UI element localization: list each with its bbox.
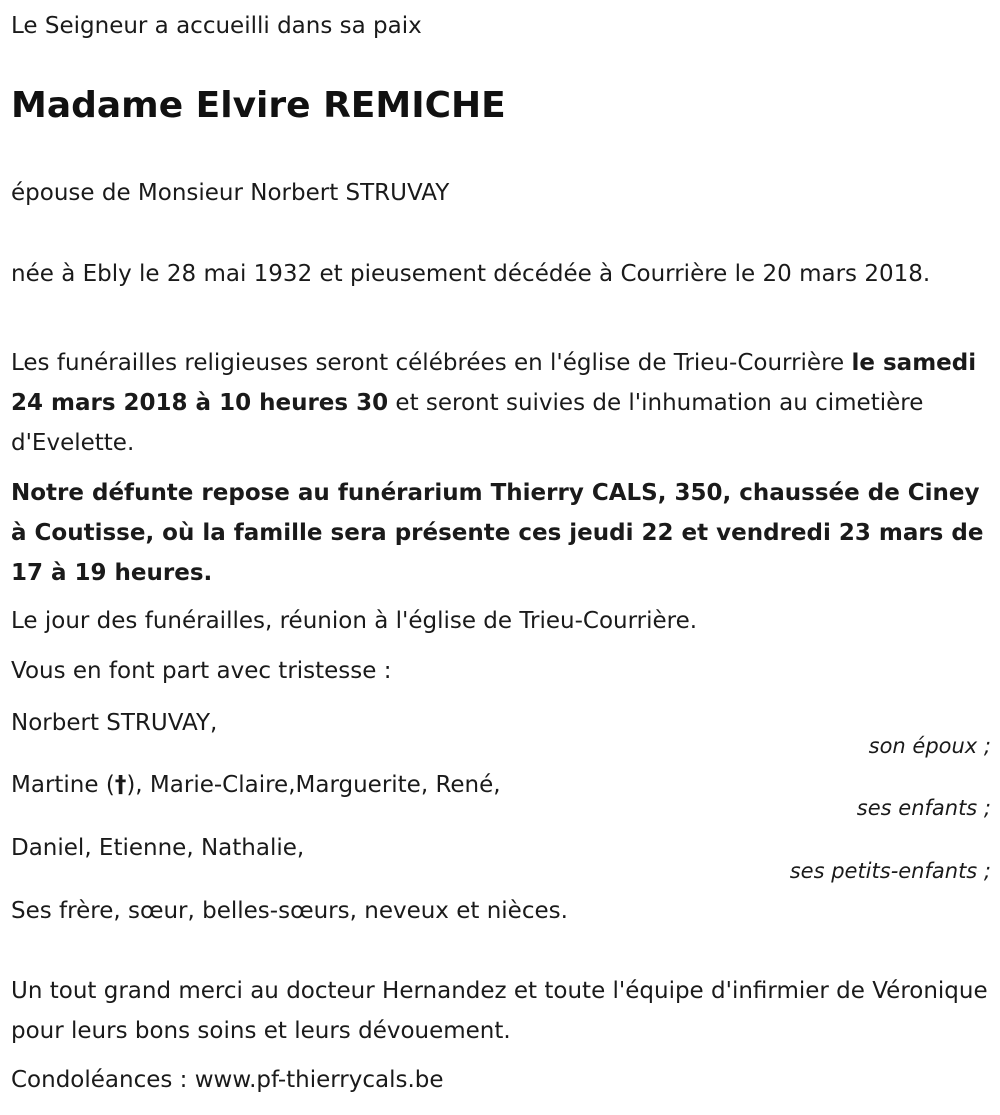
thanks-paragraph: Un tout grand merci au docteur Hernandez et toute l'équipe d'infirmier de Véronique pour leurs bons soins et leurs dévouement. [11, 978, 988, 1044]
funeral-date: le samedi 24 mars 2018 à 10 heures 30 [11, 350, 977, 416]
funeral-paragraph [11, 343, 991, 463]
children-names-after: ), Marie-Claire,Marguerite, René, [126, 772, 501, 798]
meeting-text: Le jour des funérailles, réunion à l'église de Trieu-Courrière. [11, 608, 698, 634]
deceased-name: Madame Elvire REMICHE [11, 85, 506, 126]
siblings-text: Ses frère, sœur, belles-sœurs, neveux et nièces. [11, 898, 568, 924]
family-children-role: ses enfants ; [856, 796, 991, 820]
children-names-before: Martine ( [11, 772, 115, 798]
family-children-names [11, 765, 501, 805]
family-grandchildren-names: Daniel, Etienne, Nathalie, [11, 835, 305, 861]
repose-paragraph: Notre défunte repose au funérarium Thierry CALS, 350, chaussée de Ciney à Coutisse, où la famille sera présente ces jeudi 22 et vendredi 23 mars de 17 à 19 heures. [11, 480, 984, 586]
announce-text: Vous en font part avec tristesse : [11, 658, 392, 684]
condolences-text: Condoléances : www.pf-thierrycals.be [11, 1067, 444, 1093]
spouse-line: épouse de Monsieur Norbert STRUVAY [11, 180, 450, 206]
family-grandchildren-role: ses petits-enfants ; [789, 859, 991, 883]
birth-death-text: née à Ebly le 28 mai 1932 et pieusement décédée à Courrière le 20 mars 2018. [11, 261, 931, 287]
family-spouse-role: son époux ; [868, 734, 991, 758]
intro-text: Le Seigneur a accueilli dans sa paix [11, 13, 422, 39]
funeral-text-part2: et seront suivies de l'inhumation au cimetière d'Evelette. [11, 390, 924, 456]
funeral-text-part1: Les funérailles religieuses seront célébrées en l'église de Trieu-Courrière [11, 350, 852, 376]
family-spouse-names: Norbert STRUVAY, [11, 710, 218, 736]
cross-icon: † [114, 772, 127, 798]
